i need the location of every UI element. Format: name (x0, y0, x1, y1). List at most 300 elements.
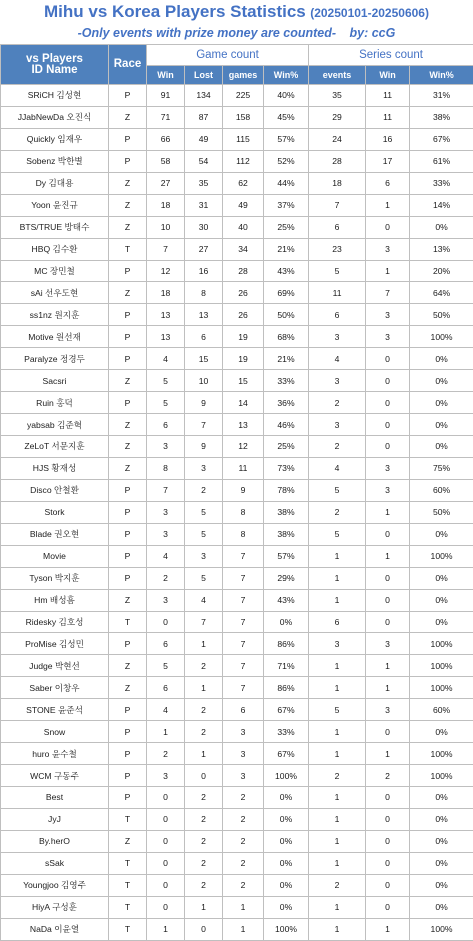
cell-lost: 3 (185, 457, 223, 479)
cell-lost: 87 (185, 106, 223, 128)
cell-events: 2 (309, 765, 366, 787)
table-row (1, 172, 473, 194)
cell-events: 24 (309, 128, 366, 150)
cell-events: 18 (309, 172, 366, 194)
cell-win: 0 (147, 808, 185, 830)
cell-win: 7 (147, 238, 185, 260)
table-row (1, 743, 473, 765)
cell-race: T (109, 611, 147, 633)
cell-lost: 2 (185, 808, 223, 830)
table-row (1, 414, 473, 436)
cell-events: 1 (309, 545, 366, 567)
col-header-events: events (309, 66, 366, 85)
cell-winpct: 52% (264, 150, 309, 172)
cell-winpct: 86% (264, 677, 309, 699)
cell-win: 18 (147, 282, 185, 304)
cell-race: P (109, 326, 147, 348)
table-row (1, 852, 473, 874)
cell-series-winpct: 50% (410, 501, 473, 523)
cell-series-winpct: 75% (410, 457, 473, 479)
cell-series-win: 0 (366, 414, 410, 436)
cell-win: 0 (147, 830, 185, 852)
cell-series-winpct: 0% (410, 567, 473, 589)
cell-lost: 2 (185, 874, 223, 896)
cell-race: Z (109, 414, 147, 436)
cell-lost: 1 (185, 743, 223, 765)
cell-race: P (109, 85, 147, 107)
cell-race: Z (109, 655, 147, 677)
col-header-games: games (223, 66, 264, 85)
cell-race: Z (109, 677, 147, 699)
cell-winpct: 68% (264, 326, 309, 348)
cell-lost: 7 (185, 414, 223, 436)
table-row (1, 830, 473, 852)
cell-player: HJS 황재성 (1, 457, 109, 479)
cell-series-winpct: 20% (410, 260, 473, 282)
cell-series-winpct: 0% (410, 787, 473, 809)
cell-events: 1 (309, 567, 366, 589)
table-row (1, 238, 473, 260)
cell-series-win: 0 (366, 830, 410, 852)
cell-series-win: 1 (366, 743, 410, 765)
cell-games: 34 (223, 238, 264, 260)
cell-series-winpct: 50% (410, 304, 473, 326)
table-row (1, 545, 473, 567)
cell-lost: 2 (185, 655, 223, 677)
cell-win: 6 (147, 633, 185, 655)
cell-events: 3 (309, 414, 366, 436)
cell-winpct: 69% (264, 282, 309, 304)
cell-series-winpct: 0% (410, 348, 473, 370)
cell-race: P (109, 633, 147, 655)
cell-events: 1 (309, 655, 366, 677)
cell-series-win: 0 (366, 348, 410, 370)
table-row (1, 589, 473, 611)
cell-lost: 2 (185, 479, 223, 501)
cell-race: P (109, 523, 147, 545)
cell-games: 1 (223, 918, 264, 940)
cell-games: 7 (223, 567, 264, 589)
cell-events: 5 (309, 479, 366, 501)
cell-series-win: 2 (366, 765, 410, 787)
cell-win: 3 (147, 589, 185, 611)
cell-series-win: 1 (366, 677, 410, 699)
cell-events: 1 (309, 896, 366, 918)
cell-player: BTS/TRUE 방태수 (1, 216, 109, 238)
cell-lost: 49 (185, 128, 223, 150)
cell-games: 225 (223, 85, 264, 107)
cell-games: 6 (223, 699, 264, 721)
cell-lost: 2 (185, 787, 223, 809)
cell-lost: 0 (185, 918, 223, 940)
cell-race: Z (109, 436, 147, 458)
cell-winpct: 44% (264, 172, 309, 194)
cell-series-win: 3 (366, 633, 410, 655)
cell-win: 13 (147, 326, 185, 348)
cell-lost: 1 (185, 633, 223, 655)
cell-series-win: 1 (366, 655, 410, 677)
cell-series-win: 17 (366, 150, 410, 172)
cell-series-win: 0 (366, 874, 410, 896)
cell-games: 2 (223, 830, 264, 852)
cell-series-win: 3 (366, 238, 410, 260)
table-row (1, 721, 473, 743)
cell-series-winpct: 61% (410, 150, 473, 172)
cell-race: P (109, 743, 147, 765)
table-row (1, 392, 473, 414)
cell-games: 1 (223, 896, 264, 918)
cell-win: 18 (147, 194, 185, 216)
cell-lost: 31 (185, 194, 223, 216)
table-row (1, 611, 473, 633)
cell-events: 1 (309, 918, 366, 940)
cell-events: 1 (309, 830, 366, 852)
table-row (1, 370, 473, 392)
col-header-race: Race (109, 45, 147, 85)
cell-series-win: 0 (366, 216, 410, 238)
table-row (1, 106, 473, 128)
cell-winpct: 29% (264, 567, 309, 589)
cell-series-winpct: 0% (410, 808, 473, 830)
cell-events: 11 (309, 282, 366, 304)
subtitle-text: -Only events with prize money are counted- (78, 26, 336, 40)
table-row (1, 85, 473, 107)
table-row (1, 457, 473, 479)
cell-winpct: 33% (264, 370, 309, 392)
cell-race: Z (109, 216, 147, 238)
cell-lost: 5 (185, 523, 223, 545)
cell-series-win: 1 (366, 260, 410, 282)
cell-lost: 1 (185, 677, 223, 699)
col-header-id (1, 45, 109, 85)
cell-events: 29 (309, 106, 366, 128)
cell-series-win: 0 (366, 896, 410, 918)
table-body (1, 85, 473, 941)
cell-series-win: 1 (366, 501, 410, 523)
cell-games: 7 (223, 545, 264, 567)
cell-winpct: 0% (264, 808, 309, 830)
cell-win: 12 (147, 260, 185, 282)
table-row (1, 787, 473, 809)
table-row (1, 304, 473, 326)
cell-series-winpct: 100% (410, 743, 473, 765)
cell-series-win: 0 (366, 611, 410, 633)
table-row (1, 436, 473, 458)
cell-winpct: 46% (264, 414, 309, 436)
cell-lost: 13 (185, 304, 223, 326)
cell-games: 28 (223, 260, 264, 282)
cell-player: SRiCH 김성현 (1, 85, 109, 107)
cell-win: 13 (147, 304, 185, 326)
cell-player: ProMise 김성민 (1, 633, 109, 655)
cell-winpct: 38% (264, 523, 309, 545)
cell-race: T (109, 238, 147, 260)
cell-games: 2 (223, 787, 264, 809)
cell-lost: 134 (185, 85, 223, 107)
cell-games: 115 (223, 128, 264, 150)
cell-winpct: 71% (264, 655, 309, 677)
cell-win: 27 (147, 172, 185, 194)
cell-games: 8 (223, 501, 264, 523)
cell-series-win: 0 (366, 852, 410, 874)
page-title (0, 0, 473, 24)
cell-race: Z (109, 370, 147, 392)
cell-race: Z (109, 106, 147, 128)
cell-win: 5 (147, 392, 185, 414)
cell-events: 5 (309, 699, 366, 721)
cell-series-win: 11 (366, 106, 410, 128)
cell-winpct: 67% (264, 743, 309, 765)
cell-lost: 30 (185, 216, 223, 238)
cell-games: 49 (223, 194, 264, 216)
cell-lost: 15 (185, 348, 223, 370)
cell-player: Dy 김대용 (1, 172, 109, 194)
table-row (1, 194, 473, 216)
cell-series-winpct: 31% (410, 85, 473, 107)
cell-lost: 8 (185, 282, 223, 304)
cell-lost: 10 (185, 370, 223, 392)
group-header-game-count: Game count (147, 45, 309, 66)
cell-games: 19 (223, 348, 264, 370)
cell-games: 26 (223, 304, 264, 326)
cell-win: 4 (147, 545, 185, 567)
cell-race: T (109, 874, 147, 896)
cell-win: 2 (147, 743, 185, 765)
cell-games: 12 (223, 436, 264, 458)
cell-events: 3 (309, 326, 366, 348)
cell-player: ss1nz 원지훈 (1, 304, 109, 326)
table-row (1, 326, 473, 348)
cell-race: Z (109, 194, 147, 216)
cell-race: P (109, 545, 147, 567)
cell-games: 3 (223, 765, 264, 787)
cell-series-winpct: 60% (410, 479, 473, 501)
cell-lost: 2 (185, 852, 223, 874)
cell-lost: 35 (185, 172, 223, 194)
cell-events: 2 (309, 874, 366, 896)
col-header-id-line2: ID Name (1, 65, 108, 76)
cell-series-winpct: 0% (410, 370, 473, 392)
cell-lost: 9 (185, 392, 223, 414)
cell-series-win: 0 (366, 392, 410, 414)
cell-race: Z (109, 457, 147, 479)
cell-series-winpct: 0% (410, 830, 473, 852)
cell-series-winpct: 33% (410, 172, 473, 194)
cell-games: 2 (223, 852, 264, 874)
cell-player: Saber 이창우 (1, 677, 109, 699)
cell-games: 9 (223, 479, 264, 501)
cell-events: 1 (309, 808, 366, 830)
cell-race: P (109, 721, 147, 743)
cell-events: 6 (309, 216, 366, 238)
cell-player: Judge 박현선 (1, 655, 109, 677)
table-row (1, 567, 473, 589)
cell-series-winpct: 100% (410, 633, 473, 655)
cell-race: P (109, 348, 147, 370)
cell-winpct: 0% (264, 896, 309, 918)
cell-race: P (109, 392, 147, 414)
cell-series-win: 1 (366, 194, 410, 216)
table-row (1, 633, 473, 655)
cell-games: 26 (223, 282, 264, 304)
cell-series-winpct: 0% (410, 436, 473, 458)
cell-games: 13 (223, 414, 264, 436)
cell-player: HiyA 구성훈 (1, 896, 109, 918)
table-row (1, 216, 473, 238)
cell-player: Sobenz 박한별 (1, 150, 109, 172)
cell-events: 1 (309, 589, 366, 611)
cell-win: 71 (147, 106, 185, 128)
cell-lost: 7 (185, 611, 223, 633)
cell-series-winpct: 0% (410, 852, 473, 874)
cell-win: 0 (147, 896, 185, 918)
cell-events: 23 (309, 238, 366, 260)
cell-series-win: 0 (366, 787, 410, 809)
cell-series-winpct: 0% (410, 896, 473, 918)
cell-lost: 2 (185, 830, 223, 852)
cell-player: Sacsri (1, 370, 109, 392)
table-row (1, 918, 473, 940)
cell-race: T (109, 896, 147, 918)
cell-player: Blade 권오현 (1, 523, 109, 545)
cell-player: sSak (1, 852, 109, 874)
cell-games: 8 (223, 523, 264, 545)
cell-games: 40 (223, 216, 264, 238)
cell-games: 11 (223, 457, 264, 479)
cell-race: P (109, 765, 147, 787)
cell-games: 14 (223, 392, 264, 414)
cell-series-winpct: 100% (410, 677, 473, 699)
cell-win: 8 (147, 457, 185, 479)
cell-series-win: 0 (366, 589, 410, 611)
cell-winpct: 0% (264, 830, 309, 852)
cell-win: 4 (147, 348, 185, 370)
cell-series-winpct: 60% (410, 699, 473, 721)
cell-winpct: 0% (264, 874, 309, 896)
table-row (1, 150, 473, 172)
cell-games: 7 (223, 677, 264, 699)
cell-win: 7 (147, 479, 185, 501)
cell-events: 2 (309, 501, 366, 523)
cell-winpct: 21% (264, 348, 309, 370)
cell-win: 3 (147, 436, 185, 458)
cell-player: huro 윤수철 (1, 743, 109, 765)
cell-player: HBQ 김수환 (1, 238, 109, 260)
cell-winpct: 25% (264, 216, 309, 238)
cell-race: P (109, 567, 147, 589)
cell-series-winpct: 0% (410, 392, 473, 414)
cell-lost: 2 (185, 699, 223, 721)
cell-win: 6 (147, 414, 185, 436)
table-row (1, 260, 473, 282)
cell-winpct: 43% (264, 589, 309, 611)
cell-series-winpct: 100% (410, 326, 473, 348)
cell-player: Stork (1, 501, 109, 523)
cell-events: 35 (309, 85, 366, 107)
author-credit: by: ccG (350, 26, 396, 40)
cell-lost: 5 (185, 501, 223, 523)
cell-player: Ridesky 김호성 (1, 611, 109, 633)
title-dates: (20250101-20250606) (310, 6, 429, 20)
cell-race: P (109, 501, 147, 523)
cell-player: Quickly 임재우 (1, 128, 109, 150)
cell-events: 2 (309, 436, 366, 458)
cell-player: Youngjoo 김영주 (1, 874, 109, 896)
cell-race: P (109, 150, 147, 172)
table-row (1, 128, 473, 150)
cell-lost: 27 (185, 238, 223, 260)
cell-events: 1 (309, 852, 366, 874)
cell-win: 5 (147, 370, 185, 392)
cell-games: 15 (223, 370, 264, 392)
cell-player: Movie (1, 545, 109, 567)
cell-win: 3 (147, 523, 185, 545)
cell-lost: 4 (185, 589, 223, 611)
cell-winpct: 67% (264, 699, 309, 721)
cell-race: T (109, 852, 147, 874)
cell-player: sAi 선우도현 (1, 282, 109, 304)
cell-events: 6 (309, 304, 366, 326)
cell-race: P (109, 699, 147, 721)
cell-winpct: 33% (264, 721, 309, 743)
table-row (1, 501, 473, 523)
col-header-series-winpct: Win% (410, 66, 473, 85)
cell-series-winpct: 100% (410, 918, 473, 940)
cell-winpct: 36% (264, 392, 309, 414)
cell-player: Ruin 홍덕 (1, 392, 109, 414)
cell-events: 7 (309, 194, 366, 216)
cell-events: 1 (309, 721, 366, 743)
cell-lost: 1 (185, 896, 223, 918)
cell-winpct: 40% (264, 85, 309, 107)
cell-series-win: 3 (366, 479, 410, 501)
cell-win: 0 (147, 611, 185, 633)
cell-win: 91 (147, 85, 185, 107)
cell-lost: 2 (185, 721, 223, 743)
cell-race: P (109, 479, 147, 501)
cell-series-winpct: 0% (410, 721, 473, 743)
cell-series-winpct: 38% (410, 106, 473, 128)
cell-lost: 0 (185, 765, 223, 787)
cell-player: yabsab 김준혁 (1, 414, 109, 436)
cell-lost: 3 (185, 545, 223, 567)
cell-lost: 5 (185, 567, 223, 589)
cell-lost: 9 (185, 436, 223, 458)
cell-series-winpct: 0% (410, 611, 473, 633)
cell-games: 7 (223, 589, 264, 611)
cell-player: MC 장민철 (1, 260, 109, 282)
cell-games: 2 (223, 874, 264, 896)
cell-series-winpct: 0% (410, 216, 473, 238)
cell-win: 66 (147, 128, 185, 150)
cell-win: 0 (147, 874, 185, 896)
cell-race: Z (109, 282, 147, 304)
cell-race: P (109, 128, 147, 150)
title-main: Mihu vs Korea Players Statistics (44, 2, 306, 21)
cell-series-winpct: 100% (410, 545, 473, 567)
cell-events: 5 (309, 523, 366, 545)
cell-player: STONE 윤준석 (1, 699, 109, 721)
cell-winpct: 21% (264, 238, 309, 260)
cell-games: 7 (223, 633, 264, 655)
cell-events: 3 (309, 370, 366, 392)
cell-winpct: 43% (264, 260, 309, 282)
table-row (1, 677, 473, 699)
cell-player: Yoon 윤진규 (1, 194, 109, 216)
cell-series-win: 7 (366, 282, 410, 304)
cell-player: Best (1, 787, 109, 809)
cell-winpct: 45% (264, 106, 309, 128)
